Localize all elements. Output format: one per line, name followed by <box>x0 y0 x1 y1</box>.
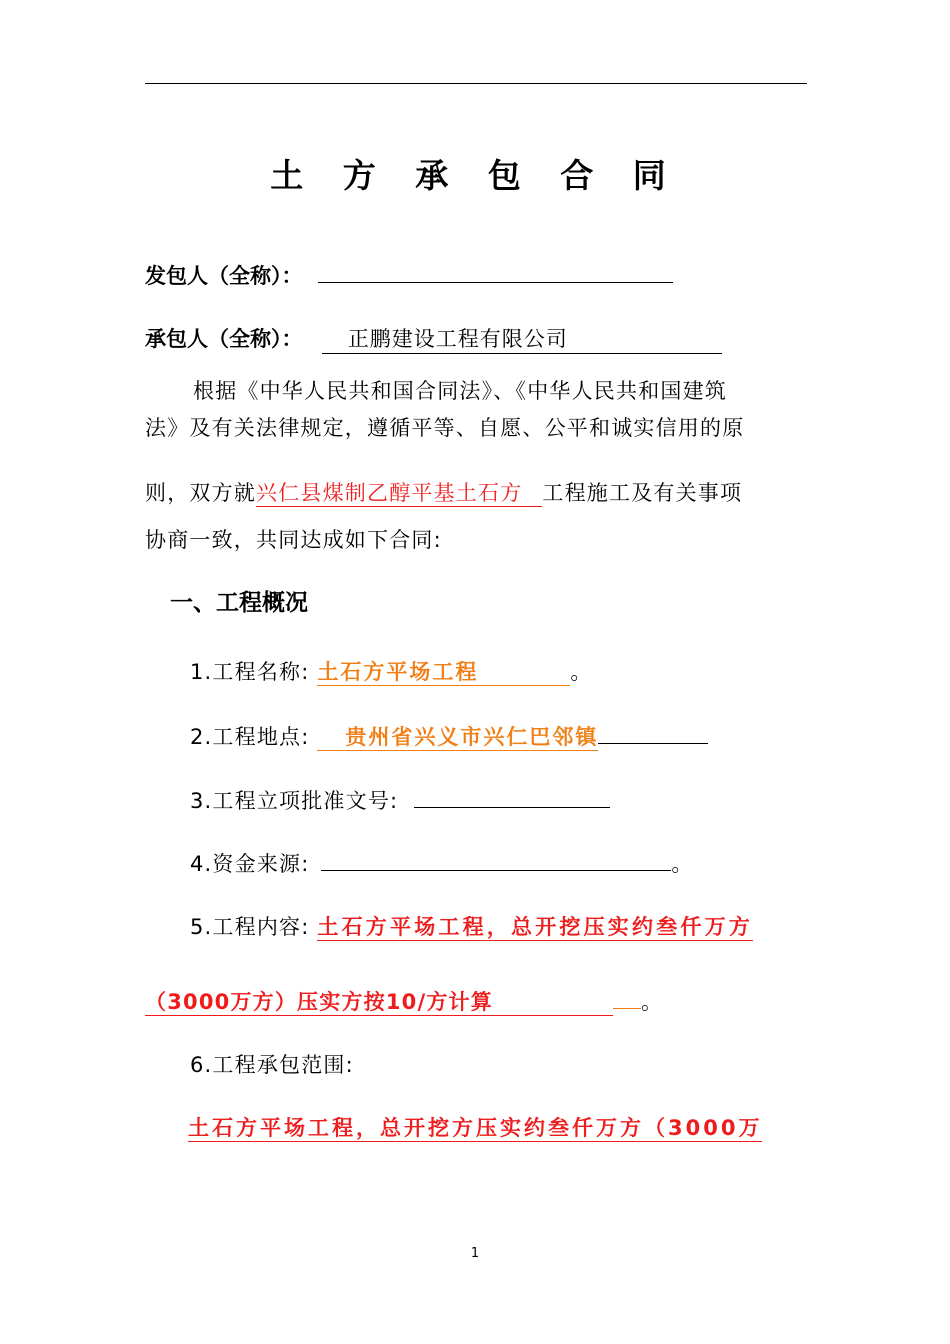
item-end: 。 <box>640 990 664 1014</box>
approval-number-field[interactable] <box>414 807 610 808</box>
item-label: 2.工程地点: <box>190 725 310 749</box>
item-funding-source <box>190 848 694 878</box>
contractor-row <box>145 323 722 354</box>
item-project-location <box>190 721 708 751</box>
employer-label: 发包人（全称）： <box>145 264 303 288</box>
preamble-prefix: 则，双方就 <box>145 481 256 505</box>
item-end: 。 <box>570 660 593 684</box>
location-blank <box>598 743 708 744</box>
item-approval-number <box>190 785 610 815</box>
item-label: 1.工程名称: <box>190 660 310 684</box>
preamble-line-2: 法》及有关法律规定，遵循平等、自愿、公平和诚实信用的原 <box>145 416 745 440</box>
contractor-name-field[interactable] <box>322 323 722 354</box>
contractor-label: 承包人（全称）： <box>145 327 303 351</box>
item-label: 3.工程立项批准文号: <box>190 789 399 813</box>
funding-source-field[interactable] <box>321 870 671 871</box>
contractor-name: 正鹏建设工程有限公司 <box>347 327 568 351</box>
project-location-value: 贵州省兴义市兴仁巴邻镇 <box>317 725 598 751</box>
project-content-value-line-1: 土石方平场工程，总开挖压实约叁仟万方 <box>317 915 754 939</box>
item-project-name <box>190 656 593 686</box>
contract-scope-value-line-1: 土石方平场工程，总开挖方压实约叁仟万方（3000万 <box>188 1116 763 1140</box>
content-blank <box>613 1008 641 1009</box>
item-end: 。 <box>671 852 694 876</box>
page-number: 1 <box>470 1246 480 1261</box>
employer-row <box>145 260 673 290</box>
item-project-content-cont <box>145 986 663 1016</box>
preamble-suffix: 工程施工及有关事项 <box>542 481 743 505</box>
document-title: 土 方 承 包 合 同 <box>270 156 680 195</box>
item-label: 5.工程内容: <box>190 915 310 939</box>
item-contract-scope: 6.工程承包范围: <box>190 1053 354 1077</box>
project-name: 兴仁县煤制乙醇平基土石方 <box>256 481 542 507</box>
item-contract-scope-value <box>188 1112 762 1142</box>
project-name-value: 土石方平场工程 <box>317 660 570 686</box>
preamble-line-1: 根据《中华人民共和国合同法》、《中华人民共和国建筑 <box>193 379 727 403</box>
item-project-content <box>190 911 753 941</box>
preamble-line-3 <box>145 477 742 507</box>
project-content-value-line-2: （3000万方）压实方按10/方计算 <box>145 990 613 1016</box>
header-rule <box>145 83 807 84</box>
section-heading-overview: 一、工程概况 <box>170 590 308 616</box>
employer-name-field[interactable] <box>318 282 673 283</box>
item-label: 4.资金来源: <box>190 852 310 876</box>
preamble-line-4: 协商一致，共同达成如下合同: <box>145 528 442 552</box>
